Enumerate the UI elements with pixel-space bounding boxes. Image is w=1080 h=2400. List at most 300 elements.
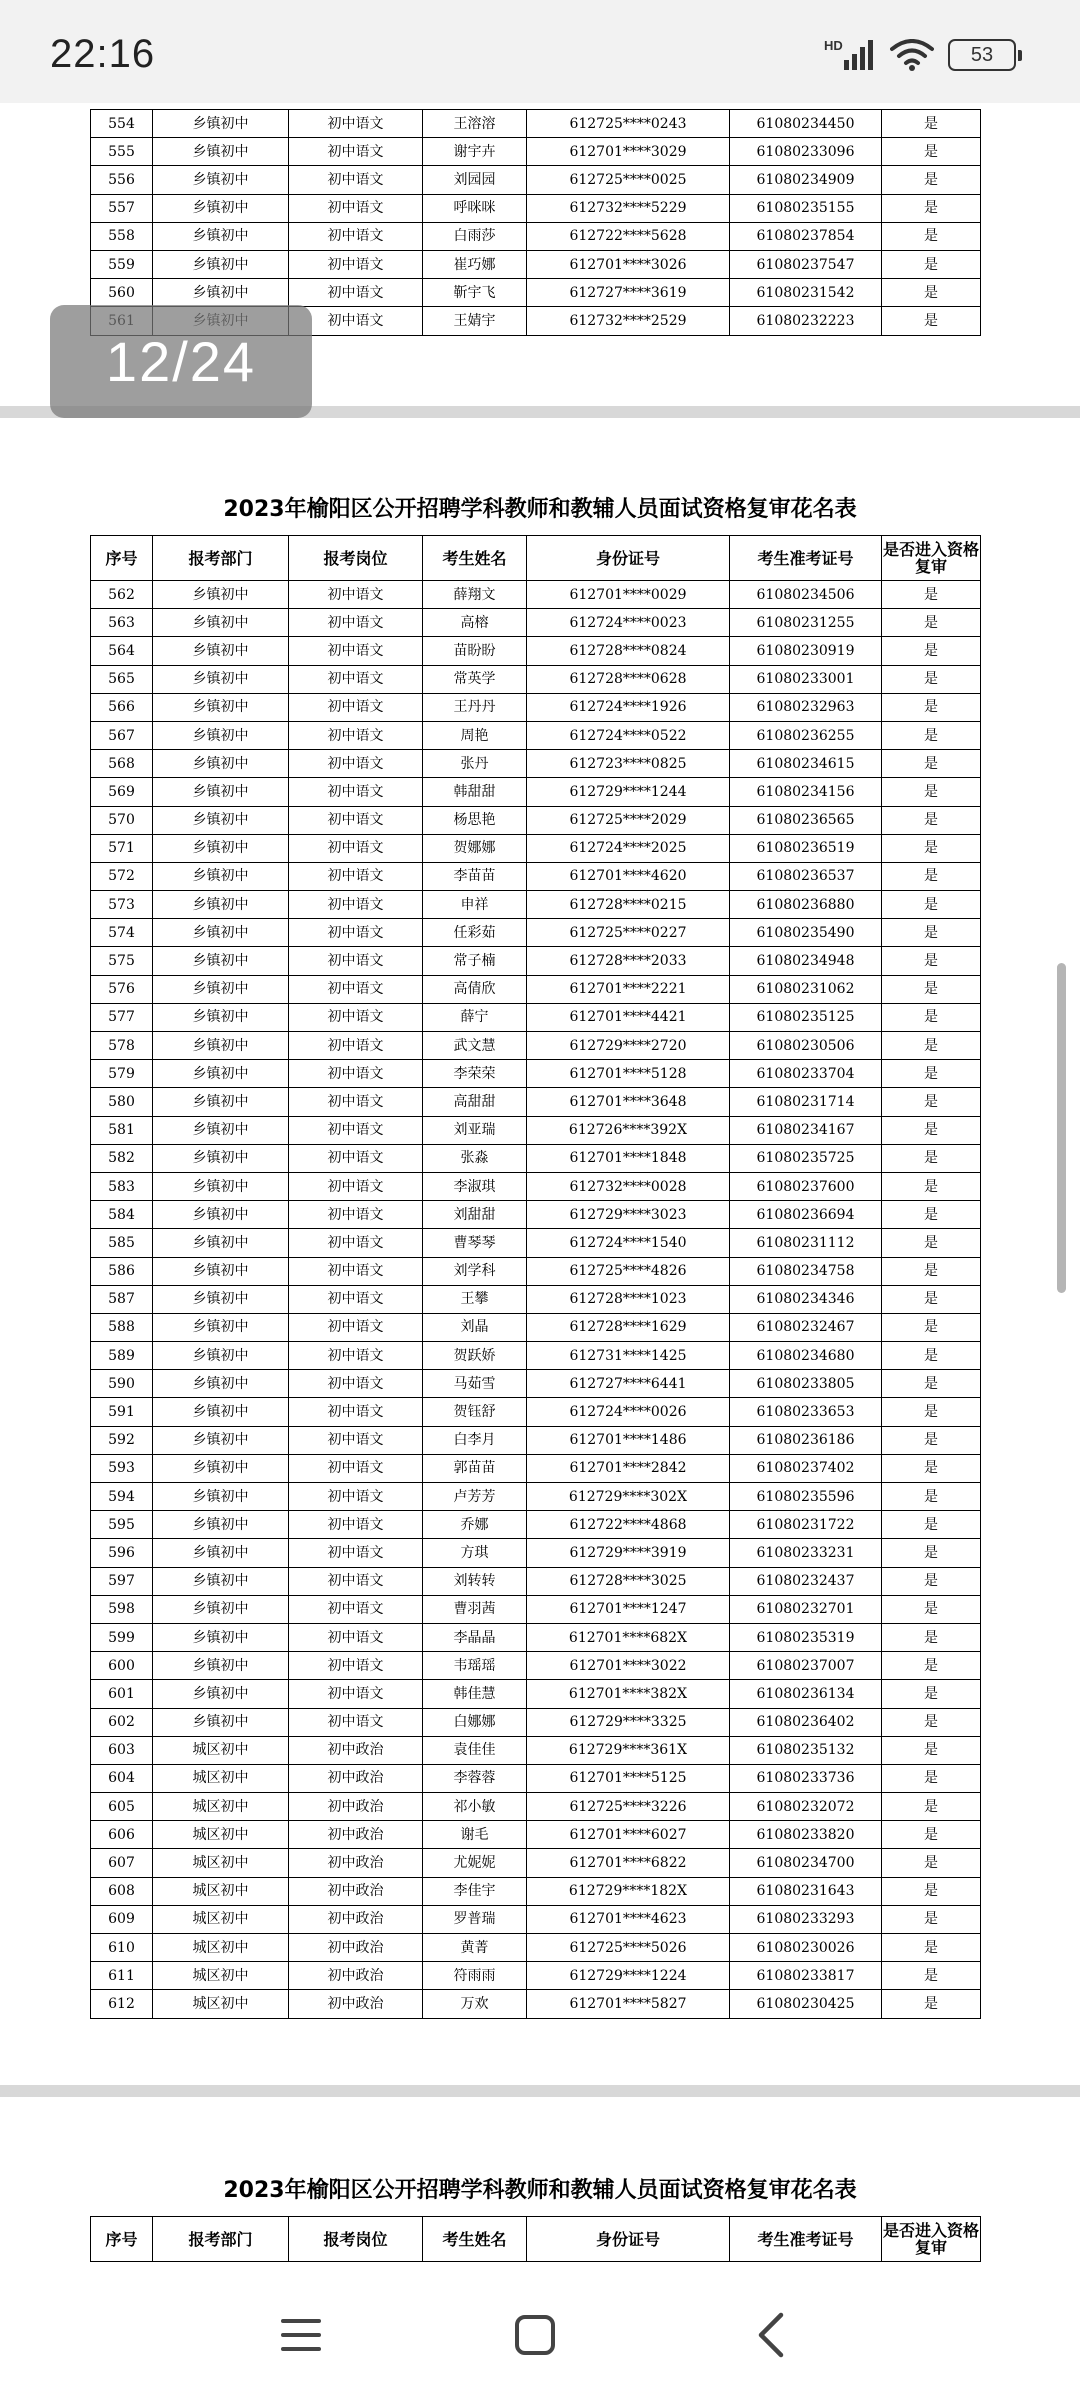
cell-id-number: 612701****6822 <box>527 1849 730 1877</box>
menu-button[interactable] <box>266 2300 336 2370</box>
cell-name: 杨思艳 <box>423 806 527 834</box>
cell-review-status: 是 <box>882 1764 981 1792</box>
table-row <box>91 1144 981 1172</box>
cell-exam-number: 61080235132 <box>730 1736 882 1764</box>
cell-name: 郭苗苗 <box>423 1454 527 1482</box>
table-row <box>91 1736 981 1764</box>
cell-name: 祁小敏 <box>423 1793 527 1821</box>
cell-exam-number: 61080231062 <box>730 975 882 1003</box>
cell-id-number: 612725****0025 <box>527 166 730 194</box>
cell-department: 乡镇初中 <box>153 222 289 250</box>
cell-review-status: 是 <box>882 693 981 721</box>
cell-exam-number: 61080236255 <box>730 721 882 749</box>
cell-position: 初中政治 <box>289 1990 423 2018</box>
cell-index: 565 <box>91 665 153 693</box>
cell-department: 城区初中 <box>153 1990 289 2018</box>
cell-position: 初中语文 <box>289 693 423 721</box>
cell-exam-number: 61080232437 <box>730 1567 882 1595</box>
cell-position: 初中语文 <box>289 1426 423 1454</box>
cell-id-number: 612701****4620 <box>527 862 730 890</box>
table-row <box>91 1623 981 1651</box>
cell-department: 乡镇初中 <box>153 609 289 637</box>
cell-review-status: 是 <box>882 1877 981 1905</box>
table-row <box>91 1567 981 1595</box>
cell-position: 初中语文 <box>289 975 423 1003</box>
cell-review-status: 是 <box>882 1229 981 1257</box>
cell-name: 刘学科 <box>423 1257 527 1285</box>
cell-index: 557 <box>91 194 153 222</box>
cell-index: 584 <box>91 1201 153 1229</box>
table-row <box>91 1285 981 1313</box>
cell-review-status: 是 <box>882 806 981 834</box>
cell-review-status: 是 <box>882 1990 981 2018</box>
cell-index: 594 <box>91 1483 153 1511</box>
cell-review-status: 是 <box>882 1342 981 1370</box>
cell-review-status: 是 <box>882 637 981 665</box>
cell-exam-number: 61080234680 <box>730 1342 882 1370</box>
cell-review-status: 是 <box>882 1003 981 1031</box>
cell-name: 贺钰舒 <box>423 1398 527 1426</box>
cell-index: 589 <box>91 1342 153 1370</box>
cell-id-number: 612701****4421 <box>527 1003 730 1031</box>
cell-position: 初中语文 <box>289 1060 423 1088</box>
cell-position: 初中语文 <box>289 721 423 749</box>
cell-name: 乔娜 <box>423 1511 527 1539</box>
cell-id-number: 612701****5827 <box>527 1990 730 2018</box>
cell-index: 591 <box>91 1398 153 1426</box>
column-header: 报考部门 <box>153 536 289 581</box>
cell-review-status: 是 <box>882 1595 981 1623</box>
status-bar <box>0 0 1080 103</box>
cell-exam-number: 61080230425 <box>730 1990 882 2018</box>
cell-review-status: 是 <box>882 1821 981 1849</box>
home-icon <box>514 2314 556 2356</box>
cell-review-status: 是 <box>882 166 981 194</box>
cell-id-number: 612728****0215 <box>527 891 730 919</box>
cell-name: 韩佳慧 <box>423 1680 527 1708</box>
cell-index: 582 <box>91 1144 153 1172</box>
cell-id-number: 612722****5628 <box>527 222 730 250</box>
cell-department: 乡镇初中 <box>153 1144 289 1172</box>
cell-department: 乡镇初中 <box>153 665 289 693</box>
cell-position: 初中语文 <box>289 1398 423 1426</box>
cell-name: 王丹丹 <box>423 693 527 721</box>
cell-id-number: 612725****0243 <box>527 110 730 138</box>
column-header: 报考岗位 <box>289 2217 423 2262</box>
column-header: 考生姓名 <box>423 536 527 581</box>
cell-review-status: 是 <box>882 778 981 806</box>
cell-department: 乡镇初中 <box>153 1511 289 1539</box>
cell-position: 初中语文 <box>289 1201 423 1229</box>
table-row <box>91 1821 981 1849</box>
table-row <box>91 1454 981 1482</box>
cell-id-number: 612724****0522 <box>527 721 730 749</box>
cell-id-number: 612727****3619 <box>527 279 730 307</box>
cell-id-number: 612729****1224 <box>527 1962 730 1990</box>
cell-name: 王婧宇 <box>423 307 527 335</box>
cell-review-status: 是 <box>882 919 981 947</box>
table-row <box>91 1990 981 2018</box>
cell-exam-number: 61080234156 <box>730 778 882 806</box>
cell-review-status: 是 <box>882 609 981 637</box>
cell-exam-number: 61080236519 <box>730 834 882 862</box>
cell-id-number: 612725****0227 <box>527 919 730 947</box>
cell-name: 曹羽茜 <box>423 1595 527 1623</box>
cell-department: 乡镇初中 <box>153 750 289 778</box>
cell-position: 初中语文 <box>289 806 423 834</box>
cell-department: 乡镇初中 <box>153 1060 289 1088</box>
cell-index: 593 <box>91 1454 153 1482</box>
table-row <box>91 1060 981 1088</box>
cell-exam-number: 61080234167 <box>730 1116 882 1144</box>
cell-index: 577 <box>91 1003 153 1031</box>
cell-review-status: 是 <box>882 834 981 862</box>
table-row <box>91 1172 981 1200</box>
cell-exam-number: 61080235155 <box>730 194 882 222</box>
cell-name: 李淑琪 <box>423 1172 527 1200</box>
cell-exam-number: 61080235319 <box>730 1623 882 1651</box>
cell-id-number: 612724****2025 <box>527 834 730 862</box>
cell-position: 初中语文 <box>289 194 423 222</box>
cell-index: 571 <box>91 834 153 862</box>
cell-index: 586 <box>91 1257 153 1285</box>
cell-position: 初中语文 <box>289 1285 423 1313</box>
cell-exam-number: 61080235596 <box>730 1483 882 1511</box>
cell-department: 乡镇初中 <box>153 138 289 166</box>
table-row <box>91 721 981 749</box>
cell-name: 白娜娜 <box>423 1708 527 1736</box>
cell-position: 初中语文 <box>289 609 423 637</box>
cell-id-number: 612722****4868 <box>527 1511 730 1539</box>
cell-index: 596 <box>91 1539 153 1567</box>
cell-index: 559 <box>91 250 153 278</box>
cell-review-status: 是 <box>882 1849 981 1877</box>
cell-department: 城区初中 <box>153 1821 289 1849</box>
table-row <box>91 778 981 806</box>
cell-id-number: 612701****0029 <box>527 581 730 609</box>
cell-name: 谢毛 <box>423 1821 527 1849</box>
table-row <box>91 194 981 222</box>
cell-department: 乡镇初中 <box>153 1313 289 1341</box>
cell-exam-number: 61080232467 <box>730 1313 882 1341</box>
cell-department: 乡镇初中 <box>153 110 289 138</box>
cell-exam-number: 61080236880 <box>730 891 882 919</box>
cell-position: 初中语文 <box>289 581 423 609</box>
cell-review-status: 是 <box>882 1511 981 1539</box>
cell-exam-number: 61080236402 <box>730 1708 882 1736</box>
cell-name: 李荣荣 <box>423 1060 527 1088</box>
cell-exam-number: 61080231722 <box>730 1511 882 1539</box>
cell-position: 初中政治 <box>289 1877 423 1905</box>
cell-position: 初中语文 <box>289 1652 423 1680</box>
cell-position: 初中语文 <box>289 1313 423 1341</box>
cell-review-status: 是 <box>882 1623 981 1651</box>
table-row <box>91 1793 981 1821</box>
cell-name: 刘亚瑞 <box>423 1116 527 1144</box>
cell-id-number: 612701****3026 <box>527 250 730 278</box>
cell-position: 初中语文 <box>289 1454 423 1482</box>
cell-review-status: 是 <box>882 194 981 222</box>
navigation-bar <box>0 2270 1080 2400</box>
cell-review-status: 是 <box>882 1285 981 1313</box>
cell-exam-number: 61080231714 <box>730 1088 882 1116</box>
cell-exam-number: 61080234909 <box>730 166 882 194</box>
cell-index: 595 <box>91 1511 153 1539</box>
cell-name: 贺跃娇 <box>423 1342 527 1370</box>
pdf-page-current <box>0 418 1080 2094</box>
back-button[interactable] <box>736 2300 806 2370</box>
column-header: 考生准考证号 <box>730 2217 882 2262</box>
cell-department: 乡镇初中 <box>153 1398 289 1426</box>
home-button[interactable] <box>500 2300 570 2370</box>
cell-review-status: 是 <box>882 862 981 890</box>
table-row <box>91 1905 981 1933</box>
cell-position: 初中语文 <box>289 637 423 665</box>
cell-name: 苗盼盼 <box>423 637 527 665</box>
cell-exam-number: 61080234758 <box>730 1257 882 1285</box>
cell-exam-number: 61080231255 <box>730 609 882 637</box>
cell-index: 607 <box>91 1849 153 1877</box>
status-icons <box>824 38 1022 72</box>
cell-exam-number: 61080236186 <box>730 1426 882 1454</box>
cell-name: 方琪 <box>423 1539 527 1567</box>
cell-index: 560 <box>91 279 153 307</box>
cell-department: 乡镇初中 <box>153 1539 289 1567</box>
cell-department: 乡镇初中 <box>153 1285 289 1313</box>
cell-exam-number: 61080234346 <box>730 1285 882 1313</box>
table-header-row <box>91 536 981 581</box>
scrollbar-thumb[interactable] <box>1057 963 1066 1293</box>
cell-position: 初中语文 <box>289 891 423 919</box>
table-row <box>91 1229 981 1257</box>
table-row <box>91 1652 981 1680</box>
cell-department: 城区初中 <box>153 1793 289 1821</box>
cell-id-number: 612729****3919 <box>527 1539 730 1567</box>
cell-position: 初中语文 <box>289 1595 423 1623</box>
cell-index: 579 <box>91 1060 153 1088</box>
cell-id-number: 612731****1425 <box>527 1342 730 1370</box>
cell-id-number: 612728****0628 <box>527 665 730 693</box>
cell-department: 乡镇初中 <box>153 1088 289 1116</box>
cell-review-status: 是 <box>882 975 981 1003</box>
cell-position: 初中语文 <box>289 1229 423 1257</box>
cell-id-number: 612726****392X <box>527 1116 730 1144</box>
cell-department: 乡镇初中 <box>153 1003 289 1031</box>
cell-review-status: 是 <box>882 1708 981 1736</box>
cell-position: 初中政治 <box>289 1764 423 1792</box>
cell-position: 初中语文 <box>289 1680 423 1708</box>
cell-exam-number: 61080231542 <box>730 279 882 307</box>
cell-exam-number: 61080234615 <box>730 750 882 778</box>
cell-department: 乡镇初中 <box>153 806 289 834</box>
cell-position: 初中语文 <box>289 1172 423 1200</box>
cell-exam-number: 61080231112 <box>730 1229 882 1257</box>
cell-id-number: 612701****4623 <box>527 1905 730 1933</box>
cell-department: 乡镇初中 <box>153 1426 289 1454</box>
cell-id-number: 612701****1247 <box>527 1595 730 1623</box>
cell-review-status: 是 <box>882 1454 981 1482</box>
cell-department: 乡镇初中 <box>153 693 289 721</box>
table-row <box>91 1342 981 1370</box>
cell-index: 608 <box>91 1877 153 1905</box>
cell-name: 张淼 <box>423 1144 527 1172</box>
table-row <box>91 891 981 919</box>
cell-exam-number: 61080230026 <box>730 1934 882 1962</box>
table-header-row <box>91 2217 981 2262</box>
cell-position: 初中语文 <box>289 110 423 138</box>
table-row <box>91 110 981 138</box>
cell-id-number: 612701****1848 <box>527 1144 730 1172</box>
cell-department: 乡镇初中 <box>153 1623 289 1651</box>
cell-department: 乡镇初中 <box>153 1032 289 1060</box>
table-row <box>91 1680 981 1708</box>
cell-position: 初中语文 <box>289 750 423 778</box>
cell-name: 呼咪咪 <box>423 194 527 222</box>
cell-department: 乡镇初中 <box>153 834 289 862</box>
cell-review-status: 是 <box>882 1172 981 1200</box>
cell-id-number: 612725****2029 <box>527 806 730 834</box>
document-viewer[interactable] <box>0 103 1080 2270</box>
cell-exam-number: 61080237007 <box>730 1652 882 1680</box>
cell-exam-number: 61080233096 <box>730 138 882 166</box>
cell-exam-number: 61080232701 <box>730 1595 882 1623</box>
cell-name: 李佳宇 <box>423 1877 527 1905</box>
cell-id-number: 612701****6027 <box>527 1821 730 1849</box>
cell-name: 高甜甜 <box>423 1088 527 1116</box>
cell-department: 乡镇初中 <box>153 1652 289 1680</box>
cell-exam-number: 61080234948 <box>730 947 882 975</box>
cell-department: 乡镇初中 <box>153 975 289 1003</box>
table-row <box>91 1003 981 1031</box>
cell-position: 初中政治 <box>289 1849 423 1877</box>
roster-table-top <box>90 109 981 336</box>
cell-index: 562 <box>91 581 153 609</box>
cell-index: 558 <box>91 222 153 250</box>
cell-review-status: 是 <box>882 279 981 307</box>
cell-name: 王溶溶 <box>423 110 527 138</box>
cell-position: 初中语文 <box>289 166 423 194</box>
cell-exam-number: 61080230919 <box>730 637 882 665</box>
cell-department: 乡镇初中 <box>153 279 289 307</box>
cell-id-number: 612729****302X <box>527 1483 730 1511</box>
cell-exam-number: 61080234506 <box>730 581 882 609</box>
cell-exam-number: 61080233805 <box>730 1370 882 1398</box>
cell-id-number: 612701****382X <box>527 1680 730 1708</box>
cell-id-number: 612728****2033 <box>527 947 730 975</box>
cell-department: 乡镇初中 <box>153 721 289 749</box>
cell-name: 刘转转 <box>423 1567 527 1595</box>
pdf-page-next <box>0 2097 1080 2270</box>
cell-review-status: 是 <box>882 581 981 609</box>
cell-id-number: 612729****3325 <box>527 1708 730 1736</box>
cell-exam-number: 61080237402 <box>730 1454 882 1482</box>
cell-id-number: 612701****2221 <box>527 975 730 1003</box>
cell-position: 初中语文 <box>289 665 423 693</box>
cell-index: 604 <box>91 1764 153 1792</box>
cell-name: 任彩茹 <box>423 919 527 947</box>
cell-exam-number: 61080230506 <box>730 1032 882 1060</box>
cell-id-number: 612727****6441 <box>527 1370 730 1398</box>
cell-position: 初中语文 <box>289 834 423 862</box>
cell-exam-number: 61080237600 <box>730 1172 882 1200</box>
table-row <box>91 1962 981 1990</box>
cell-review-status: 是 <box>882 947 981 975</box>
cell-id-number: 612728****0824 <box>527 637 730 665</box>
cell-id-number: 612729****182X <box>527 1877 730 1905</box>
cell-name: 曹琴琴 <box>423 1229 527 1257</box>
table-row <box>91 279 981 307</box>
cell-department: 乡镇初中 <box>153 1680 289 1708</box>
cell-name: 武文慧 <box>423 1032 527 1060</box>
cell-name: 韩甜甜 <box>423 778 527 806</box>
cell-department: 乡镇初中 <box>153 581 289 609</box>
cell-position: 初中语文 <box>289 1257 423 1285</box>
table-row <box>91 1088 981 1116</box>
cell-position: 初中语文 <box>289 250 423 278</box>
cell-department: 乡镇初中 <box>153 919 289 947</box>
cell-position: 初中语文 <box>289 1144 423 1172</box>
cell-position: 初中政治 <box>289 1934 423 1962</box>
table-row <box>91 581 981 609</box>
table-row <box>91 1201 981 1229</box>
cell-review-status: 是 <box>882 138 981 166</box>
cell-name: 万欢 <box>423 1990 527 2018</box>
column-header: 身份证号 <box>527 2217 730 2262</box>
cell-exam-number: 61080233736 <box>730 1764 882 1792</box>
cell-id-number: 612701****5125 <box>527 1764 730 1792</box>
cell-index: 554 <box>91 110 153 138</box>
cell-index: 555 <box>91 138 153 166</box>
cell-id-number: 612729****2720 <box>527 1032 730 1060</box>
cell-department: 乡镇初中 <box>153 1595 289 1623</box>
cell-department: 城区初中 <box>153 1962 289 1990</box>
table-row <box>91 1483 981 1511</box>
cell-id-number: 612724****1926 <box>527 693 730 721</box>
cell-exam-number: 61080233293 <box>730 1905 882 1933</box>
cell-review-status: 是 <box>882 1934 981 1962</box>
cell-exam-number: 61080233231 <box>730 1539 882 1567</box>
cell-exam-number: 61080236694 <box>730 1201 882 1229</box>
cell-index: 602 <box>91 1708 153 1736</box>
cell-review-status: 是 <box>882 1257 981 1285</box>
cell-name: 高倩欣 <box>423 975 527 1003</box>
cell-review-status: 是 <box>882 1736 981 1764</box>
cell-review-status: 是 <box>882 1201 981 1229</box>
cell-review-status: 是 <box>882 1398 981 1426</box>
cell-department: 乡镇初中 <box>153 1567 289 1595</box>
cell-department: 城区初中 <box>153 1736 289 1764</box>
cell-name: 黄菁 <box>423 1934 527 1962</box>
cell-id-number: 612723****0825 <box>527 750 730 778</box>
cell-name: 张丹 <box>423 750 527 778</box>
cell-index: 599 <box>91 1623 153 1651</box>
cell-position: 初中语文 <box>289 1483 423 1511</box>
cell-department: 乡镇初中 <box>153 1454 289 1482</box>
cell-department: 城区初中 <box>153 1905 289 1933</box>
cell-index: 556 <box>91 166 153 194</box>
table-row <box>91 693 981 721</box>
cell-exam-number: 61080237854 <box>730 222 882 250</box>
cell-exam-number: 61080231643 <box>730 1877 882 1905</box>
cell-index: 598 <box>91 1595 153 1623</box>
cell-review-status: 是 <box>882 1652 981 1680</box>
back-icon <box>753 2311 789 2359</box>
cell-name: 韦瑶瑶 <box>423 1652 527 1680</box>
table-row <box>91 1511 981 1539</box>
cell-exam-number: 61080234700 <box>730 1849 882 1877</box>
cell-position: 初中语文 <box>289 1003 423 1031</box>
cell-index: 576 <box>91 975 153 1003</box>
